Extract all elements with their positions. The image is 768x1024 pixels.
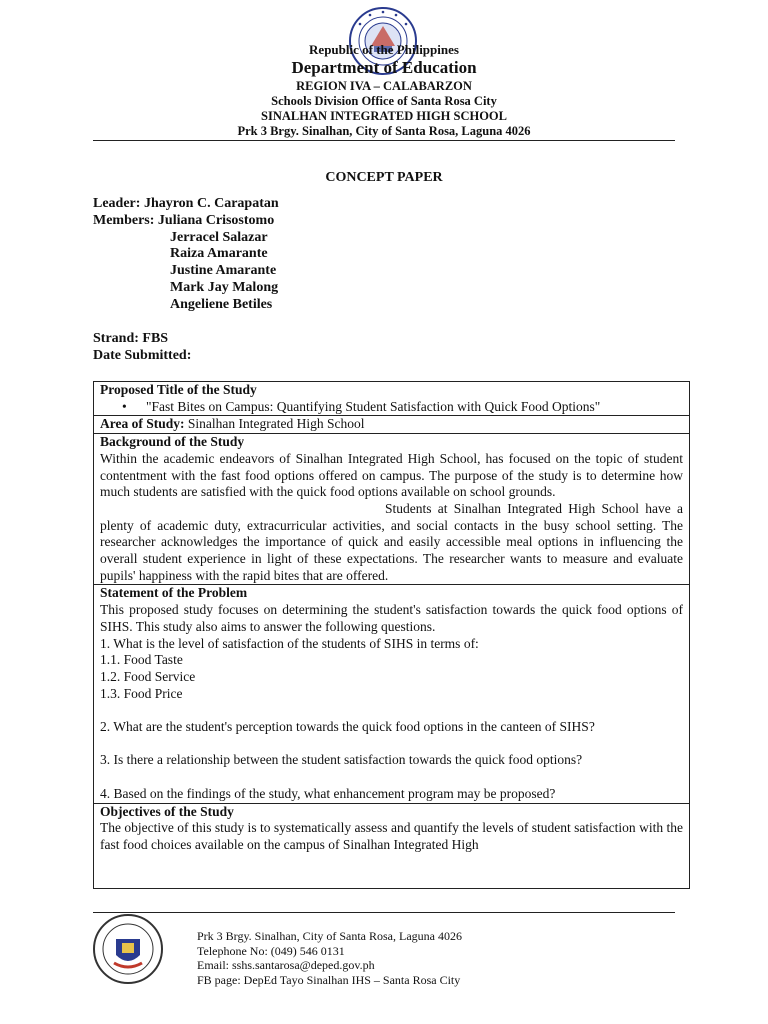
bullet-icon: • xyxy=(122,398,127,414)
sub-question-item: 1.3. Food Price xyxy=(100,685,183,701)
proposed-title-bullet xyxy=(100,399,683,416)
leader-name: Jhayron C. Carapatan xyxy=(143,196,279,211)
footer-address: Prk 3 Brgy. Sinalhan, City of Santa Rosa, Laguna 4026 xyxy=(197,929,462,943)
sub-question-item: 1.1. Food Taste xyxy=(100,652,183,668)
sub-question-item: 1.2. Food Service xyxy=(100,668,196,684)
footer-contact xyxy=(197,929,462,987)
department-name: Department of Education xyxy=(291,58,477,77)
footer-telephone: Telephone No: (049) 546 0131 xyxy=(197,943,345,958)
school-seal-icon xyxy=(92,913,164,985)
objectives-heading: Objectives of the Study xyxy=(100,803,234,819)
member-name: Justine Amarante xyxy=(170,263,277,279)
footer-divider xyxy=(93,912,675,913)
region-line: REGION IVA – CALABARZON xyxy=(296,79,472,93)
division-line: Schools Division Office of Santa Rosa City xyxy=(271,94,497,108)
question-item: 4. Based on the findings of the study, what enhancement program may be proposed? xyxy=(100,785,556,801)
area-text: Sinalhan Integrated High School xyxy=(187,416,365,432)
header-divider xyxy=(93,140,675,141)
background-paragraph: Within the academic endeavors of Sinalhan Integrated High School, has focused on the topic of student contentment with the fast food options offered on campus. The purpose of the study is to determine how much students are satisfied with the quick food options available on school grounds. xyxy=(100,450,683,500)
members-label: Members: xyxy=(93,212,155,228)
proposed-title-text: "Fast Bites on Campus: Quantifying Student Satisfaction with Quick Food Options" xyxy=(146,398,601,414)
member-name: Angeliene Betiles xyxy=(170,296,273,312)
background-heading: Background of the Study xyxy=(100,434,245,450)
background-section xyxy=(94,434,689,585)
strand-block xyxy=(93,331,191,365)
republic-line: Republic of the Philippines xyxy=(309,42,459,57)
member-name: Jerracel Salazar xyxy=(170,229,268,245)
page-title: CONCEPT PAPER xyxy=(325,170,443,185)
objectives-section xyxy=(94,804,689,854)
area-heading: Area of Study: xyxy=(100,416,185,432)
member-name: Juliana Crisostomo xyxy=(157,212,275,228)
date-submitted-line: Date Submitted: xyxy=(93,347,192,363)
school-line: SINALHAN INTEGRATED HIGH SCHOOL xyxy=(261,109,507,123)
footer-fb-page: FB page: DepEd Tayo Sinalhan IHS – Santa Rosa City xyxy=(197,972,461,987)
member-name: Raiza Amarante xyxy=(170,246,268,262)
footer-email: Email: sshs.santarosa@deped.gov.ph xyxy=(197,958,375,972)
member-name: Mark Jay Malong xyxy=(170,279,279,295)
address-line: Prk 3 Brgy. Sinalhan, City of Santa Rosa, Laguna 4026 xyxy=(237,124,531,138)
background-paragraph: Students at Sinalhan Integrated High School have a plenty of academic duty, extracurricular activities, and social contacts in the busy school setting. The researcher acknowledges the importance of quick and easily accessible meal options in influencing the overall student experience in light of these expectations. The researcher wants to measure and evaluate pupils' happiness with the rapid bites that are offered. xyxy=(100,500,683,583)
problem-heading: Statement of the Problem xyxy=(100,585,248,601)
proposed-title-heading: Proposed Title of the Study xyxy=(100,382,257,397)
leader-label: Leader: xyxy=(93,196,141,211)
proposed-title-section xyxy=(94,382,689,416)
question-item: 3. Is there a relationship between the student satisfaction towards the quick food options? xyxy=(100,752,583,768)
problem-section xyxy=(94,585,689,803)
area-section xyxy=(94,416,689,434)
question-item: 1. What is the level of satisfaction of the students of SIHS in terms of: xyxy=(100,635,479,651)
question-item: 2. What are the student's perception towards the quick food options in the canteen of SIHS? xyxy=(100,719,595,735)
problem-intro: This proposed study focuses on determining the student's satisfaction towards the quick food options of SIHS. This study also aims to answer the following questions. xyxy=(100,602,683,634)
concept-table xyxy=(93,381,690,889)
strand-line: Strand: FBS xyxy=(93,331,169,346)
team-list xyxy=(93,196,279,314)
letterhead xyxy=(0,42,768,139)
objectives-text: The objective of this study is to systematically assess and quantify the levels of student satisfaction with the fast food choices available on the campus of Sinalhan Integrated High xyxy=(100,820,683,852)
